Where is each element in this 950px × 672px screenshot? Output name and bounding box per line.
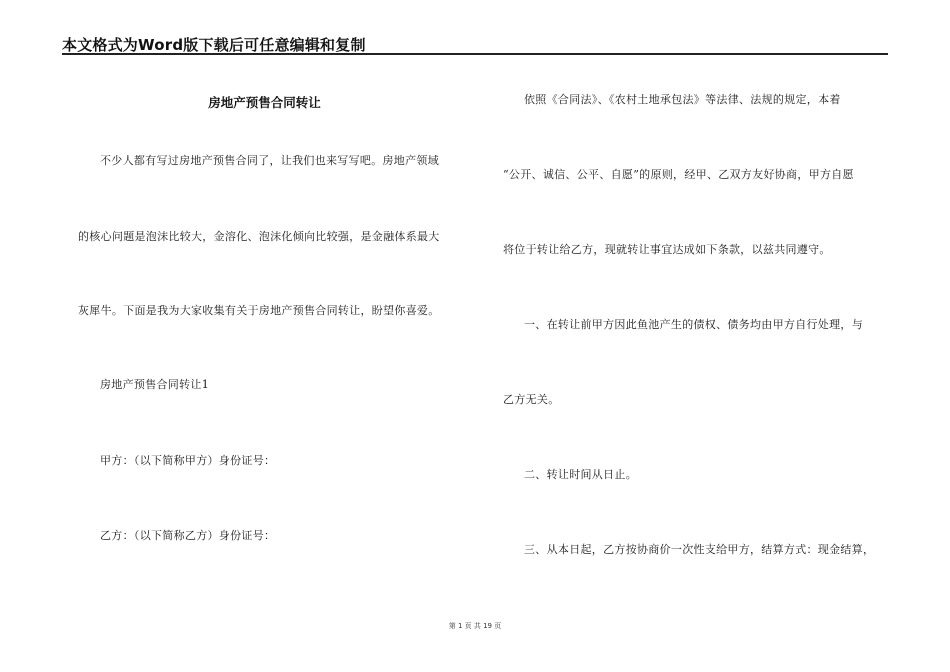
left-paragraph-line: 灰犀牛。下面是我为大家收集有关于房地产预售合同转让，盼望你喜爱。 xyxy=(78,304,440,317)
document-header-banner: 本文格式为Word版下载后可任意编辑和复制 xyxy=(62,36,366,54)
section-heading: 房地产预售合同转让1 xyxy=(100,378,209,391)
party-a-line: 甲方：（以下简称甲方）身份证号： xyxy=(100,454,276,467)
party-b-line: 乙方：（以下简称乙方）身份证号： xyxy=(100,529,276,542)
clause-one-line: 一、在转让前甲方因此鱼池产生的债权、债务均由甲方自行处理，与 xyxy=(524,318,863,331)
right-paragraph-line: 将位于转让给乙方，现就转让事宜达成如下条款，以兹共同遵守。 xyxy=(503,243,831,256)
clause-one-line: 乙方无关。 xyxy=(503,393,560,406)
right-paragraph-line: “公开、诚信、公平、自愿”的原则，经甲、乙双方友好协商，甲方自愿 xyxy=(503,168,854,181)
left-paragraph-line: 不少人都有写过房地产预售合同了，让我们也来写写吧。房地产领域 xyxy=(100,154,439,167)
header-divider xyxy=(62,53,888,55)
clause-two-line: 二、转让时间从日止。 xyxy=(524,468,637,481)
right-paragraph-line: 依照《合同法》、《农村土地承包法》等法律、法规的规定，本着 xyxy=(524,93,841,106)
clause-three-line: 三、从本日起，乙方按协商价一次性支给甲方，结算方式：现金结算， xyxy=(524,543,875,556)
document-title: 房地产预售合同转让 xyxy=(208,95,321,110)
left-paragraph-line: 的核心问题是泡沫比较大，金溶化、泡沫化倾向比较强，是金融体系最大 xyxy=(78,230,440,243)
page-number-footer: 第 1 页 共 19 页 xyxy=(448,622,502,630)
